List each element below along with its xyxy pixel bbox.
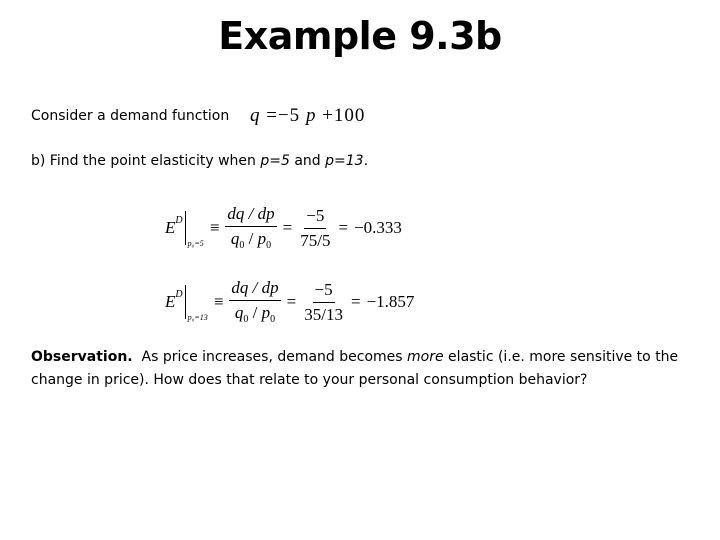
demand-eq-coef: −5 — [277, 105, 301, 126]
demand-eq-const: 100 — [333, 105, 366, 126]
derivative-numerator: dq / dp — [225, 203, 276, 227]
value-numerator: −5 — [313, 279, 335, 303]
elasticity-sup: D — [175, 288, 183, 300]
value-denominator: 75/5 — [300, 230, 331, 250]
elasticity-E: E — [165, 292, 176, 311]
observation-text-2: elastic (i.e. more sensitive to the change in price). How does that relate to your personal consumption behavior? — [31, 349, 679, 388]
elasticity-result: −0.333 — [354, 218, 402, 237]
den-q-sub: 0 — [243, 314, 249, 325]
derivative-fraction — [225, 203, 276, 253]
question-text — [31, 151, 368, 171]
elasticity-symbol — [165, 200, 204, 256]
demand-eq-plus: + — [322, 105, 334, 126]
den-p-sub: 0 — [266, 240, 272, 251]
derivative-denominator: $q_0 / p_0$ — [230, 229, 272, 251]
observation-label: Observation. — [31, 349, 133, 365]
question-end: . — [363, 153, 369, 169]
value-denominator: 35/13 — [304, 304, 343, 324]
demand-eq-var: p — [305, 105, 317, 126]
den-q: q — [234, 303, 244, 322]
den-q-sub: 0 — [239, 240, 245, 251]
equals-sign-2: = — [338, 218, 349, 237]
observation-paragraph — [31, 346, 691, 392]
derivative-fraction — [229, 277, 280, 327]
equals-sign-2: = — [350, 292, 361, 311]
observation-emphasis: more — [407, 349, 444, 365]
elasticity-result: −1.857 — [366, 292, 415, 311]
evaluation-bar — [185, 211, 186, 245]
question-prefix: b) Find the point elasticity when — [31, 153, 261, 169]
elasticity-symbol — [165, 274, 208, 330]
demand-eq-lhs: q — [250, 105, 261, 126]
intro-text: Consider a demand function — [31, 108, 230, 124]
question-p2: p — [325, 153, 335, 169]
derivative-numerator: dq / dp — [229, 277, 280, 301]
evaluation-subscript: p₀=5 — [187, 239, 204, 248]
question-v1: =5 — [269, 153, 290, 169]
den-p-sub: 0 — [270, 314, 276, 325]
derivative-denominator: $q_0 / p_0$ — [234, 303, 276, 325]
evaluation-bar — [185, 285, 186, 319]
elasticity-E: E — [165, 218, 176, 237]
den-q: q — [230, 229, 240, 248]
elasticity-equation-1 — [165, 200, 402, 256]
question-and: and — [289, 153, 326, 169]
equals-sign: = — [282, 218, 293, 237]
value-fraction — [298, 205, 332, 252]
evaluation-subscript: p₀=13 — [187, 313, 208, 322]
demand-equation — [250, 103, 365, 129]
value-numerator: −5 — [304, 205, 326, 229]
slide-title: Example 9.3b — [218, 14, 502, 58]
question-p1: p — [260, 153, 270, 169]
elasticity-sup: D — [175, 214, 183, 226]
question-v2: =13 — [334, 153, 364, 169]
observation-text-1: As price increases, demand becomes — [132, 349, 408, 365]
demand-eq-equals: = — [266, 105, 278, 126]
value-fraction — [302, 279, 345, 326]
den-p: p — [257, 229, 267, 248]
equiv-sign: ≡ — [213, 292, 224, 311]
den-p: p — [261, 303, 271, 322]
equals-sign: = — [286, 292, 297, 311]
elasticity-equation-2 — [165, 274, 414, 330]
equiv-sign: ≡ — [209, 218, 220, 237]
